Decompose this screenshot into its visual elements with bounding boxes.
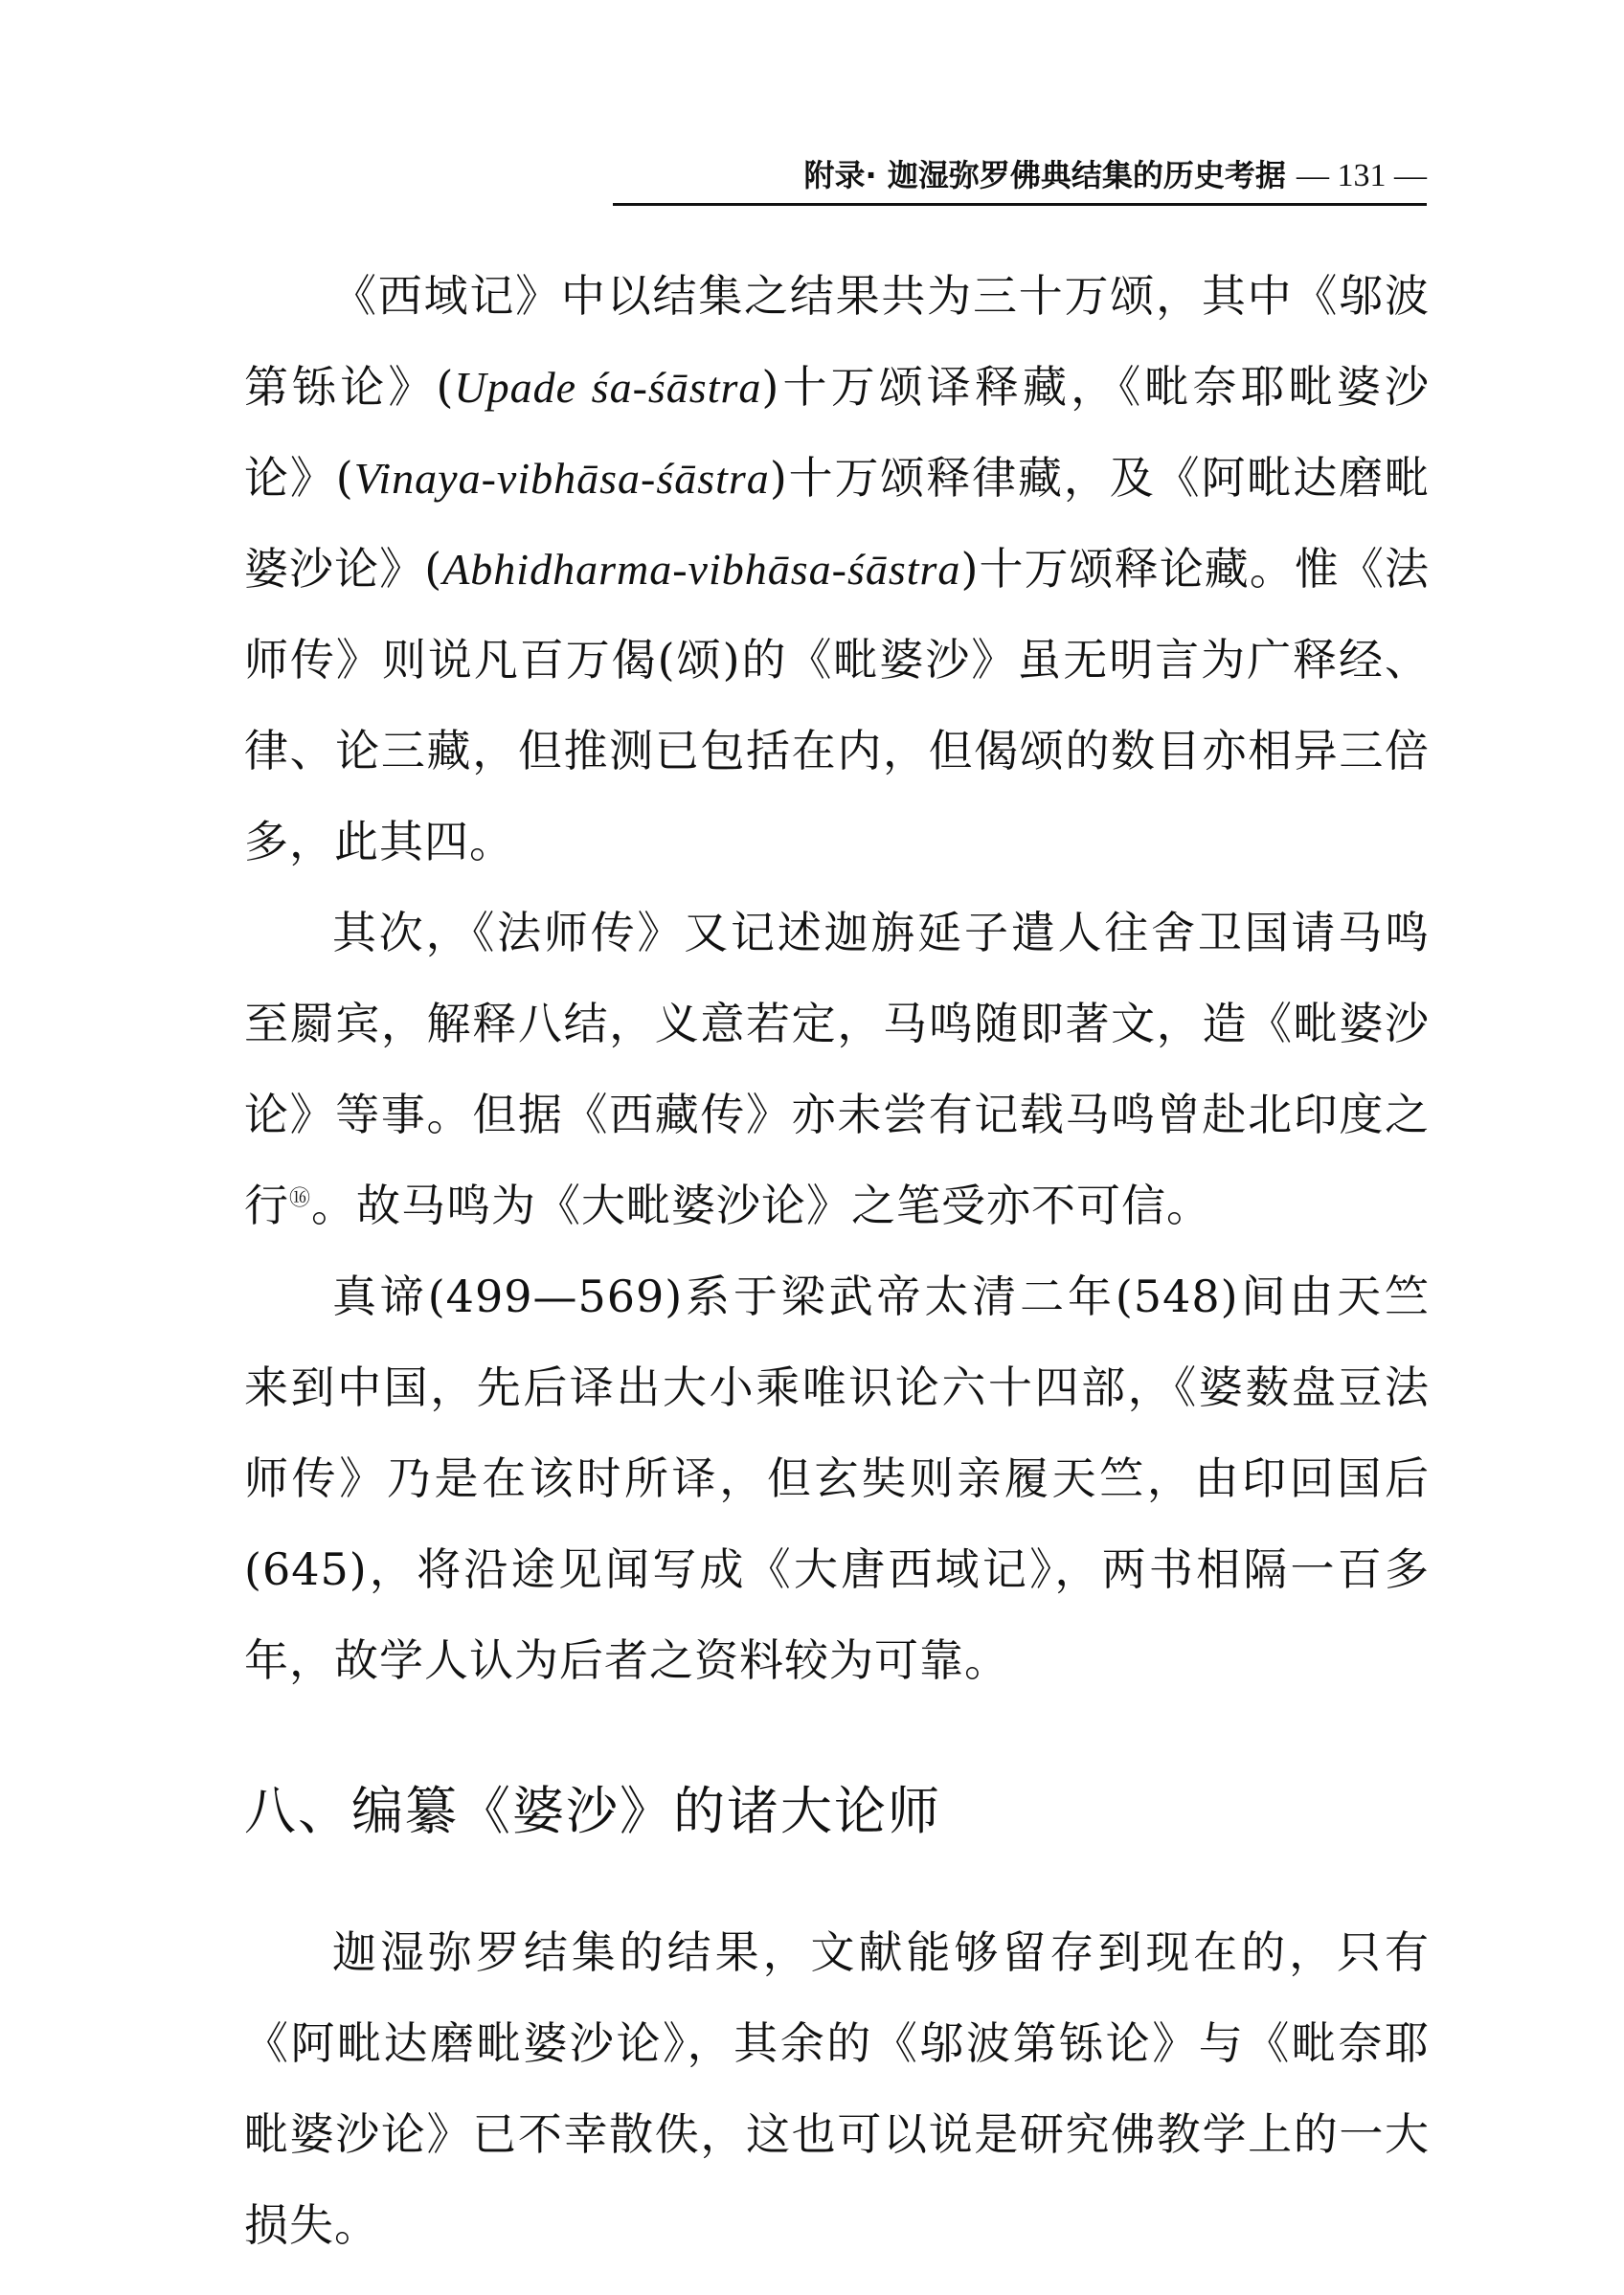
paragraph-2 (244, 888, 1430, 1251)
paragraph-1 (244, 251, 1430, 888)
paragraph-4: 迦湿弥罗结集的结果，文献能够留存到现在的，只有《阿毗达磨毗婆沙论》，其余的《邬波第铄论》与《毗奈耶毗婆沙论》已不幸散佚，这也可以说是研究佛教学上的一大损失。 (244, 1926, 1430, 2251)
paragraph-1-text-c: )十万颂释律藏，及《阿毗达磨毗婆沙论》( (244, 452, 1430, 595)
section-heading: 八、编纂《婆沙》的诸大论师 (244, 1781, 941, 1841)
footnote-marker[interactable]: ⑯ (289, 1186, 312, 1211)
header-rule (613, 203, 1427, 206)
paragraph-1-text-b: )十万颂译释藏，《毗奈耶毗婆沙论》( (244, 361, 1430, 504)
running-title: 附录· 迦湿弥罗佛典结集的历史考据 (803, 157, 1286, 193)
paragraph-2-text-a: 其次，《法师传》又记述迦旃延子遣人往舍卫国请马鸣至罽宾，解释八结，义意若定，马鸣随即著文，造《毗婆沙论》等事。但据《西藏传》亦未尝有记载马鸣曾赴北印度之行 (244, 907, 1430, 1231)
sanskrit-title-upadesa: Upade śa-śāstra (454, 363, 762, 412)
sanskrit-title-abhidharma: Abhidharma-vibhāsa-śāstra (442, 545, 961, 594)
page-body (244, 251, 1430, 2271)
paragraph-3: 真谛(499—569)系于梁武帝太清二年(548)间由天竺来到中国，先后译出大小乘唯识论六十四部，《婆薮盘豆法师传》乃是在该时所译，但玄奘则亲履天竺，由印回国后(645)，将沿途见闻写成《大唐西域记》，两书相隔一百多年，故学人认为后者之资料较为可靠。 (244, 1271, 1430, 1686)
paragraph-1-text-d: )十万颂释论藏。惟《法师传》则说凡百万偈(颂)的《毗婆沙》虽无明言为广释经、律、论三藏，但推测已包括在内，但偈颂的数目亦相异三倍多，此其四。 (244, 543, 1430, 867)
paragraph-2-text-b: 。故马鸣为《大毗婆沙论》之笔受亦不可信。 (311, 1180, 1212, 1231)
sanskrit-title-vinaya: Vinaya-vibhāsa-śāstra (353, 454, 770, 503)
page-number: — 131 — (1297, 158, 1427, 193)
running-head (613, 156, 1427, 204)
paragraph-1-text-a: 《西域记》中以结集之结果共为三十万颂，其中《邬波第铄论》( (244, 270, 1430, 413)
